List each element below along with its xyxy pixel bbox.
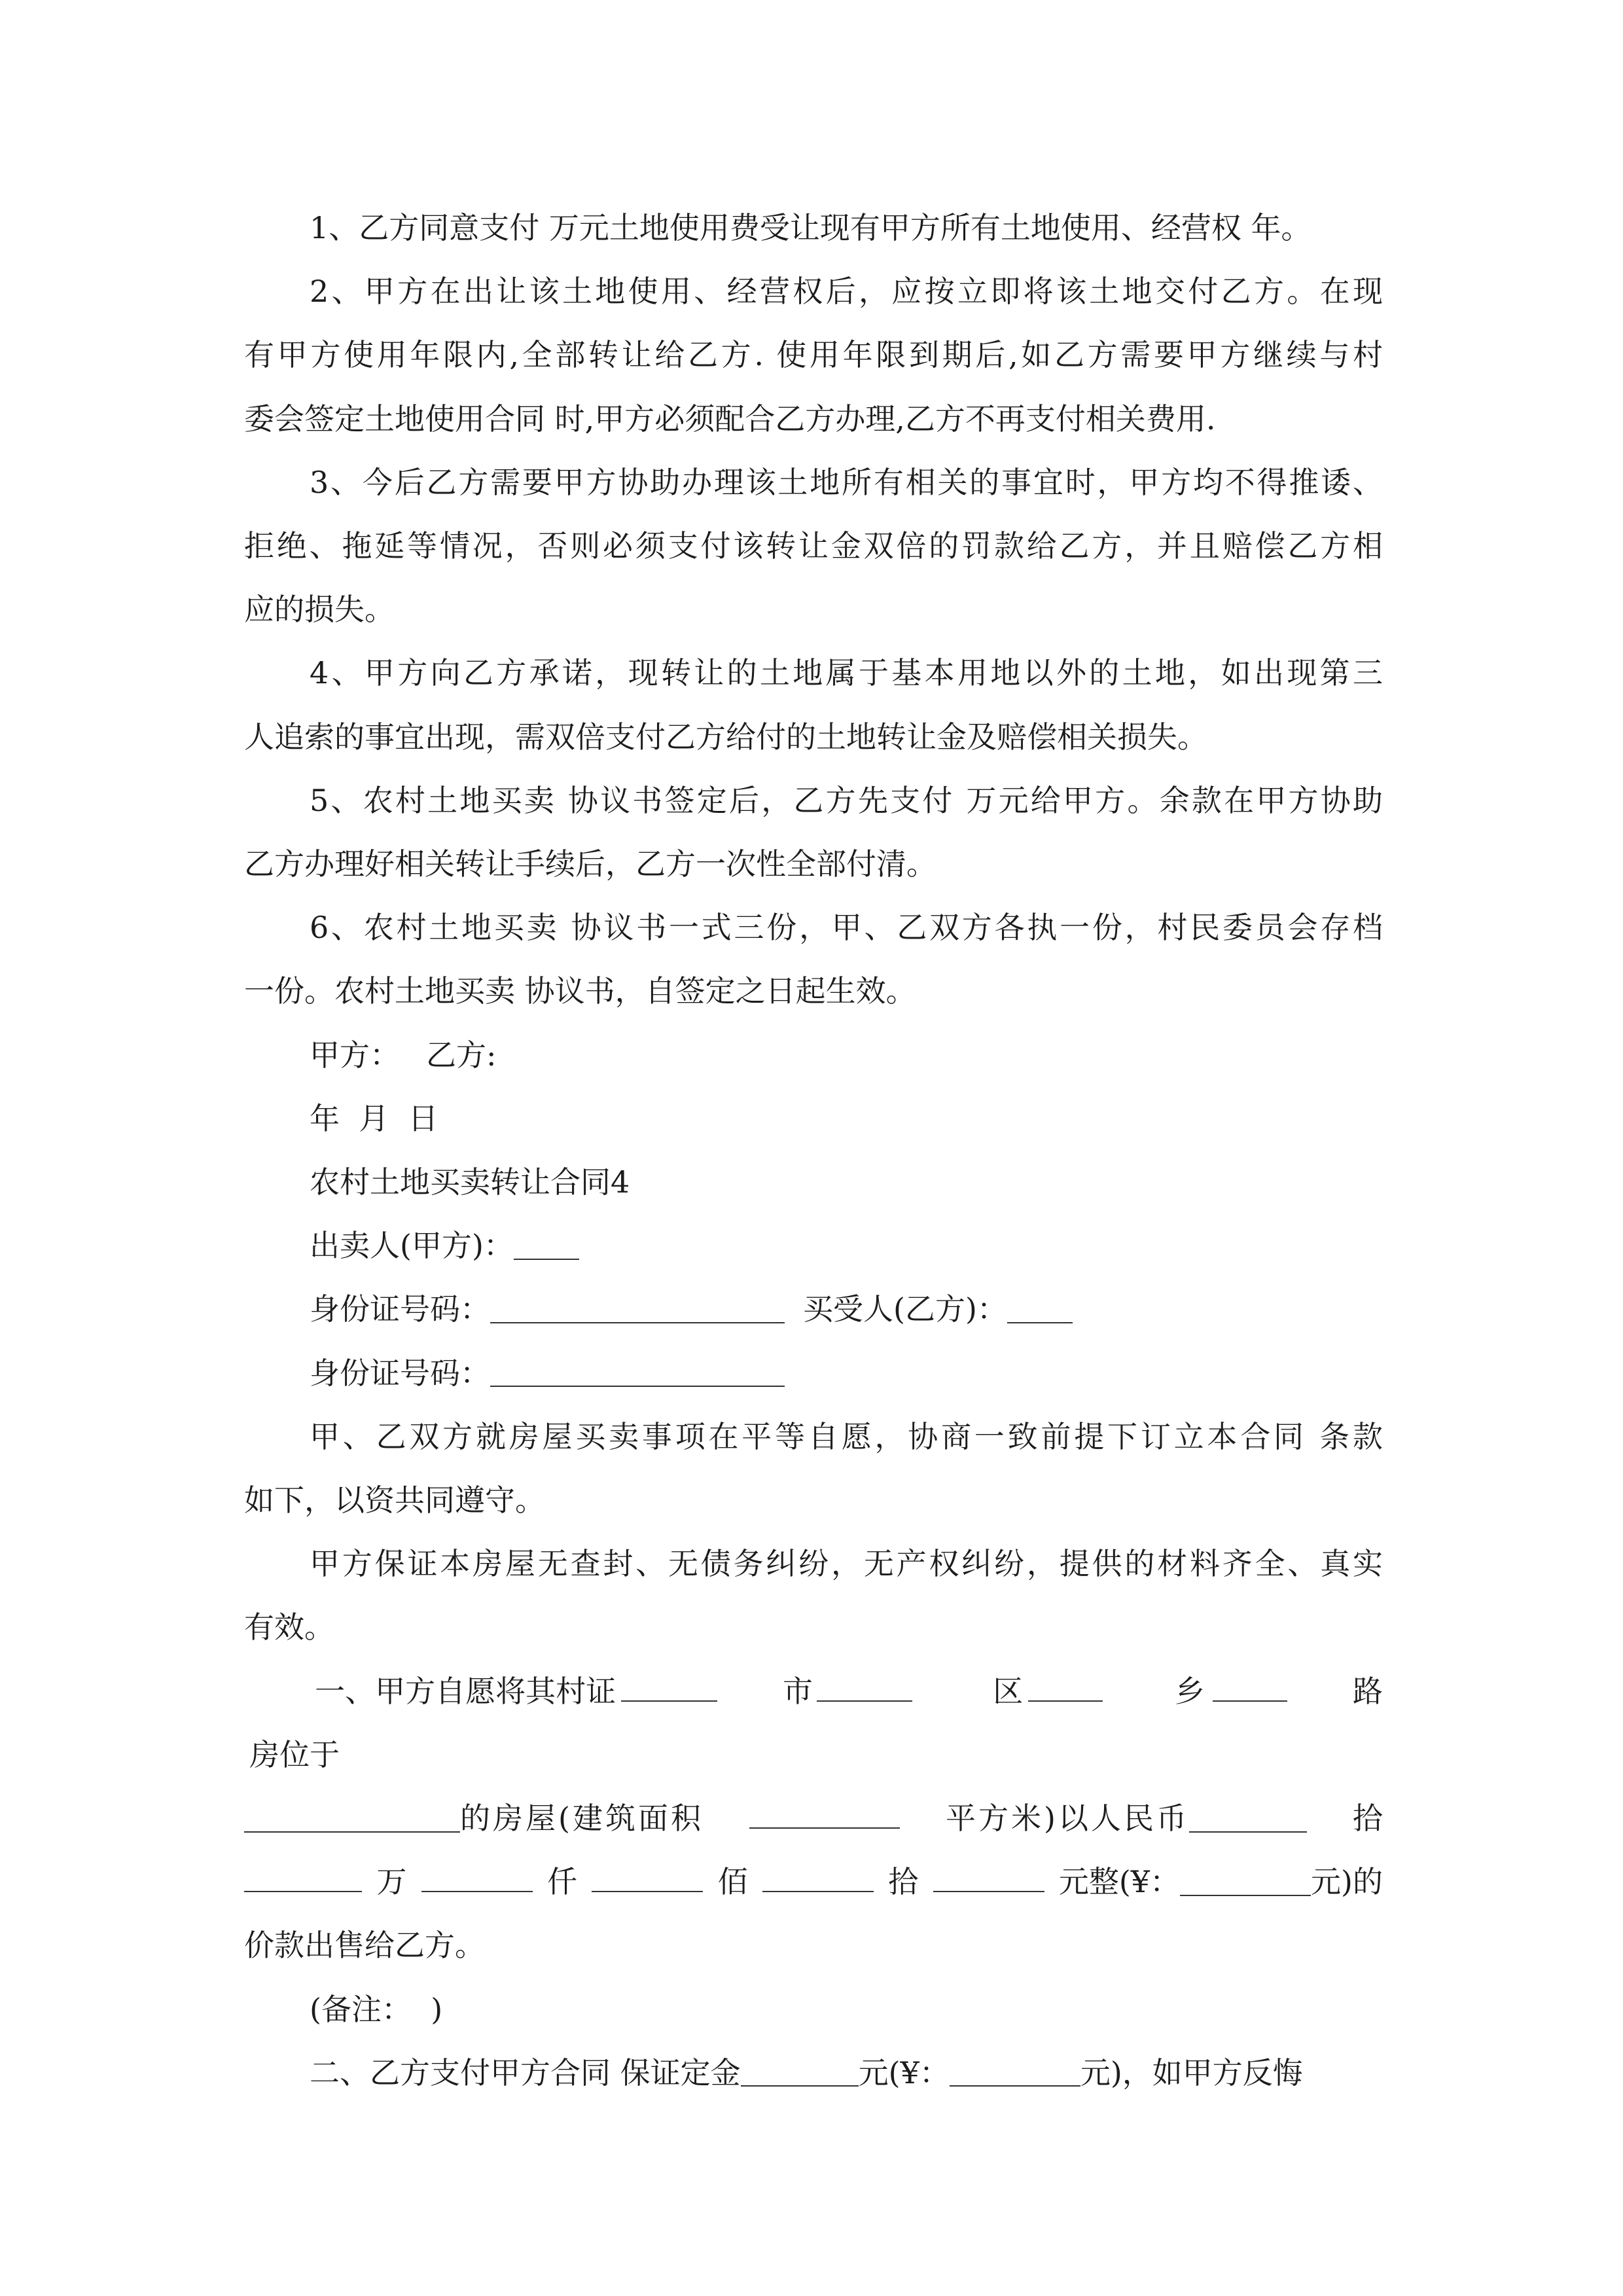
clause-5-line-1: 5、农村土地买卖 协议书签定后，乙方先支付 万元给甲方。余款在甲方协助 — [310, 782, 1383, 818]
guarantee-line-2: 有效。 — [244, 1609, 334, 1645]
art2-text-1: 二、乙方支付甲方合同 保证定金 — [310, 2054, 741, 2090]
seller-label: 出卖人(甲方)： — [310, 1228, 514, 1264]
date-line: 年 月 日 — [310, 1100, 438, 1136]
clause-4-line-2: 人追索的事宜出现，需双倍支付乙方给付的土地转让金及赔偿相关损失。 — [244, 719, 1207, 755]
art1-district: 区 — [993, 1673, 1024, 1709]
buyer-name-blank[interactable] — [1007, 1292, 1073, 1323]
clause-2-line-3: 委会签定土地使用合同 时,甲方必须配合乙方办理,乙方不再支付相关费用. — [244, 401, 1216, 437]
area-blank[interactable] — [749, 1797, 900, 1829]
art1-yuan: 元整(¥： — [1058, 1864, 1181, 1900]
district-blank[interactable] — [817, 1670, 913, 1702]
buyer-label: 买受人(乙方)： — [803, 1291, 1007, 1327]
clause-6-line-1: 6、农村土地买卖 协议书一式三份，甲、乙双方各执一份，村民委员会存档 — [310, 910, 1383, 946]
article-1-line-2 — [244, 1787, 1383, 1850]
clause-3-line-1: 3、今后乙方需要甲方协助办理该土地所有相关的事宜时，甲方均不得推诿、 — [310, 464, 1383, 500]
art1-yuan-close: 元)的 — [1311, 1864, 1383, 1900]
contract-4-title: 农村土地买卖转让合同4 — [310, 1164, 630, 1200]
art2-text-2: 元(¥： — [858, 2054, 950, 2090]
deposit-amount-blank[interactable] — [950, 2055, 1080, 2087]
note-line: (备注： ) — [310, 1991, 443, 2027]
road-blank[interactable] — [1213, 1670, 1287, 1702]
art1-shi: 拾 — [1353, 1801, 1383, 1837]
clause-3-line-2: 拒绝、拖延等情况，否则必须支付该转让金双倍的罚款给乙方，并且赔偿乙方相 — [244, 528, 1383, 564]
address-blank[interactable] — [244, 1801, 460, 1833]
seller-id-label: 身份证号码： — [310, 1291, 490, 1327]
township-blank[interactable] — [1028, 1670, 1103, 1702]
id-buyer-line — [244, 1278, 1383, 1341]
clause-2-line-1: 2、甲方在出让该土地使用、经营权后，应按立即将该土地交付乙方。在现 — [310, 274, 1383, 310]
art1-shi-2: 拾 — [888, 1864, 919, 1900]
art1-city: 市 — [782, 1673, 813, 1709]
qian-blank[interactable] — [421, 1861, 533, 1892]
art2-text-3: 元)，如甲方反悔 — [1080, 2054, 1303, 2090]
party-b-label: 乙方: — [426, 1037, 497, 1073]
shiwan-blank[interactable] — [1189, 1801, 1307, 1833]
clause-2-line-2: 有甲方使用年限内,全部转让给乙方. 使用年限到期后,如乙方需要甲方继续与村 — [244, 337, 1383, 373]
amount-blank[interactable] — [1180, 1865, 1311, 1896]
intro-line-2: 如下，以资共同遵守。 — [244, 1482, 545, 1518]
art1-road: 路 — [1353, 1673, 1383, 1709]
clause-3-line-3: 应的损失。 — [244, 592, 395, 628]
article-1-line-4: 价款出售给乙方。 — [244, 1928, 485, 1964]
guarantee-line-1: 甲方保证本房屋无查封、无债务纠纷，无产权纠纷，提供的材料齐全、真实 — [310, 1546, 1383, 1582]
party-a-label: 甲方： — [310, 1037, 400, 1073]
art1-township: 乡 — [1175, 1673, 1205, 1709]
article-1-line-1 — [244, 1660, 1383, 1787]
buyer-id-label: 身份证号码： — [310, 1355, 490, 1391]
city-blank[interactable] — [621, 1670, 717, 1702]
signature-line — [244, 1024, 1383, 1087]
seller-line — [244, 1214, 1383, 1278]
art1-price: 平方米)以人民币 — [946, 1801, 1189, 1837]
art1-wan: 万 — [376, 1864, 407, 1900]
clause-6-line-2: 一份。农村土地买卖 协议书，自签定之日起生效。 — [244, 973, 916, 1009]
seller-name-blank[interactable] — [514, 1229, 579, 1260]
article-2-line-1 — [244, 2041, 1383, 2105]
seller-id-blank[interactable] — [490, 1292, 785, 1323]
article-1-line-3 — [244, 1850, 1383, 1914]
buyer-id-blank[interactable] — [490, 1355, 785, 1387]
clause-5-line-2: 乙方办理好相关转让手续后，乙方一次性全部付清。 — [244, 846, 936, 882]
wan-blank[interactable] — [244, 1861, 362, 1892]
clause-4-line-1: 4、甲方向乙方承诺，现转让的土地属于基本用地以外的土地，如出现第三 — [310, 655, 1383, 691]
art1-text-1: 一、甲方自愿将其村证房位于 — [249, 1673, 616, 1772]
intro-line-1: 甲、乙双方就房屋买卖事项在平等自愿，协商一致前提下订立本合同 条款 — [310, 1418, 1383, 1454]
bai-blank[interactable] — [592, 1861, 703, 1892]
art1-qian: 仟 — [546, 1864, 577, 1900]
yuan-blank[interactable] — [933, 1861, 1044, 1892]
deposit-blank[interactable] — [741, 2055, 859, 2087]
art1-bai: 佰 — [717, 1864, 748, 1900]
document-body — [244, 196, 1383, 2105]
art1-house: 的房屋(建筑面积 — [460, 1801, 704, 1837]
shi-blank[interactable] — [762, 1861, 874, 1892]
clause-1: 1、乙方同意支付 万元土地使用费受让现有甲方所有土地使用、经营权 年。 — [310, 210, 1311, 245]
buyer-id-line — [244, 1342, 1383, 1405]
